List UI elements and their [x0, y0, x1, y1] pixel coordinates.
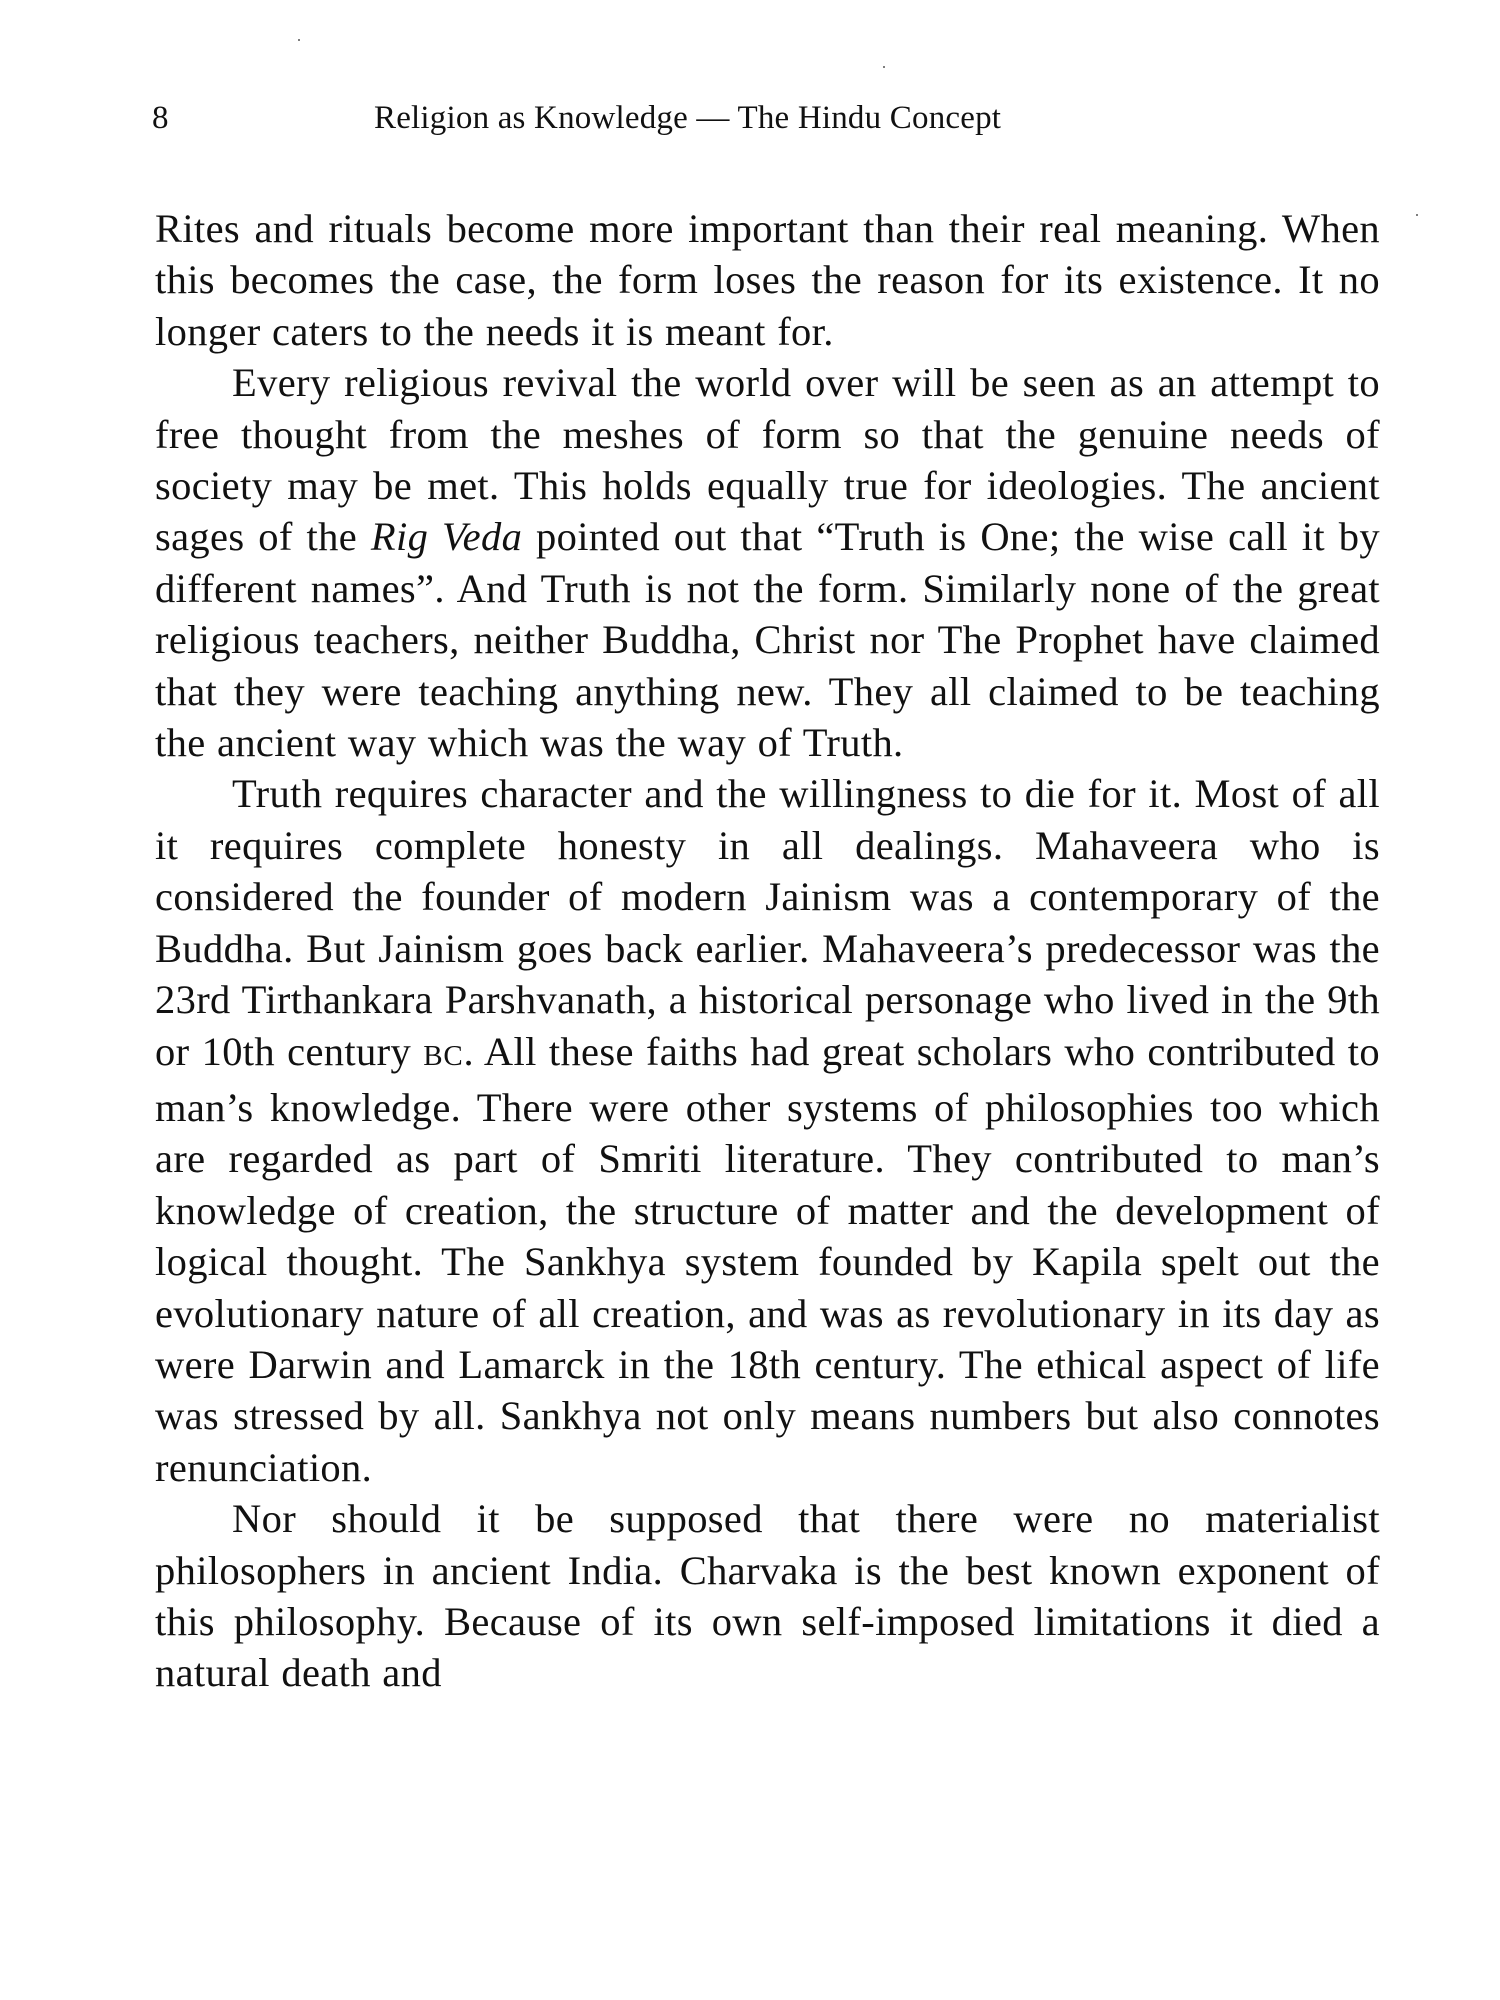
paragraph-4	[155, 1493, 1380, 1699]
scan-speck	[883, 66, 885, 68]
paragraph-3-text-end: . All these faiths had great scholars who contributed to man’s knowledge. There were other systems of philosophies too which are regarded as part of Smriti literature. They contributed to man’s knowledge of creation, the structure of matter and the development of logical thought. The Sankhya system founded by Kapila spelt out the evolutionary nature of all creation, and was as revolutionary in its day as were Darwin and Lamarck in the 18th century. The ethical aspect of life was stressed by all. Sankhya not only means numbers but also connotes renunciation.	[155, 1028, 1381, 1490]
paragraph-1-text: Rites and rituals become more important than their real meaning. When this becomes the case, the form loses the reason for its existence. It no longer caters to the needs it is meant for.	[155, 206, 1380, 354]
rig-veda-title: Rig Veda	[370, 514, 523, 560]
bc-era-abbreviation: BC	[423, 1039, 464, 1072]
paragraph-2-text-end: pointed out that “Truth is One; the wise call it by different names”. And Truth is not the form. Similarly none of the great religious teachers, neither Buddha, Christ nor The Prophet have claimed that they were teaching anything new. They all claimed to be teaching the ancient way which was the way of Truth.	[155, 514, 1380, 766]
body-text	[155, 203, 1380, 1699]
scan-speck	[1416, 214, 1418, 216]
paragraph-4-text: Nor should it be supposed that there were no materialist philosophers in ancient India. Charvaka is the best known exponent of this philosophy. Because of its own self-imposed limitations it died a natural death and	[155, 1496, 1380, 1696]
running-header	[152, 94, 1382, 142]
paragraph-1	[155, 203, 1380, 357]
scan-speck	[298, 39, 300, 41]
paragraph-3-text-start: Truth requires character and the willingness to die for it. Most of all it requires complete honesty in all dealings. Mahaveera who is considered the founder of modern Jainism was a contemporary of the Buddha. But Jainism goes back earlier. Mahaveera’s predecessor was the 23rd Tirthankara Parshvanath, a historical personage who lived in the 9th or 10th century	[155, 771, 1380, 1074]
paragraph-2-text-start: Every religious revival the world over will be seen as an attempt to free thought from the meshes of form so that the genuine needs of society may be met. This holds equally true for ideologies. The ancient sages of the	[155, 360, 1380, 560]
paragraph-2	[155, 357, 1380, 768]
running-title: Religion as Knowledge — The Hindu Concept	[374, 100, 1002, 136]
page-number: 8	[152, 100, 169, 136]
paragraph-3	[155, 768, 1380, 1493]
